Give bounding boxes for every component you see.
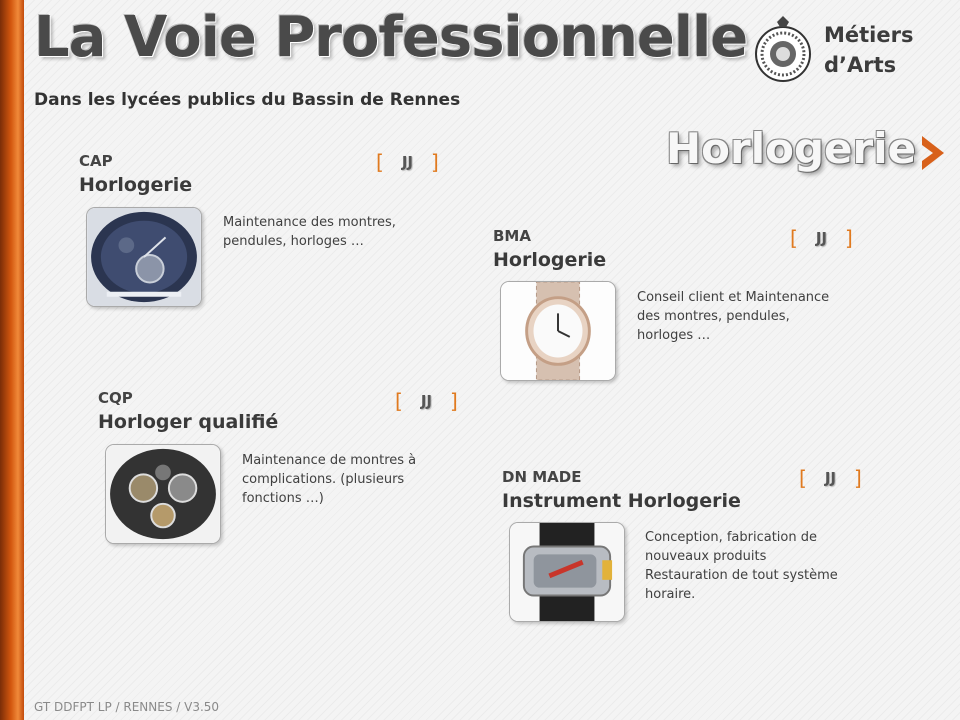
description-line: fonctions …) bbox=[242, 491, 324, 506]
diploma-marker bbox=[799, 466, 862, 490]
description-line: complications. (plusieurs bbox=[242, 472, 405, 487]
description-line: Conseil client et Maintenance bbox=[637, 290, 830, 305]
bracket-close-icon: ] bbox=[449, 389, 458, 413]
diploma-name: Horlogerie bbox=[493, 249, 607, 271]
diploma-cap bbox=[79, 152, 192, 196]
bracket-open-icon: [ bbox=[376, 150, 384, 174]
metiers-line-1: Métiers bbox=[824, 23, 914, 47]
section-title: Horlogerie bbox=[666, 124, 917, 173]
description-line: des montres, pendules, bbox=[637, 309, 790, 324]
description-line: pendules, horloges … bbox=[223, 234, 364, 249]
watch-photo-cap bbox=[86, 207, 202, 307]
page-title: La Voie Professionnelle bbox=[34, 5, 748, 70]
diploma-level: DN MADE bbox=[502, 468, 582, 486]
diploma-marker bbox=[395, 389, 458, 413]
description-line: nouveaux produits bbox=[645, 549, 767, 564]
diploma-description bbox=[242, 451, 416, 508]
diploma-bma bbox=[493, 227, 606, 271]
footer-text: GT DDFPT LP / RENNES / V3.50 bbox=[34, 700, 220, 714]
watch-photo-dn-made bbox=[509, 522, 625, 622]
diploma-description bbox=[223, 213, 396, 251]
description-line: Restauration de tout système bbox=[645, 568, 838, 583]
diploma-level: BMA bbox=[493, 227, 531, 245]
bracket-close-icon: ] bbox=[844, 226, 853, 250]
diploma-name: Horloger qualifié bbox=[98, 411, 279, 433]
bracket-open-icon: [ bbox=[395, 389, 403, 413]
diploma-description bbox=[645, 528, 838, 604]
bracket-open-icon: [ bbox=[790, 226, 798, 250]
marker-text: JJ bbox=[420, 392, 432, 410]
diploma-name: Horlogerie bbox=[79, 174, 193, 196]
left-accent-bar bbox=[0, 0, 24, 720]
diploma-marker bbox=[376, 150, 439, 174]
description-line: horloges … bbox=[637, 328, 711, 343]
bracket-open-icon: [ bbox=[799, 466, 807, 490]
metiers-label bbox=[824, 20, 913, 80]
description-line: Maintenance des montres, bbox=[223, 215, 396, 230]
diploma-name: Instrument Horlogerie bbox=[502, 490, 741, 512]
diploma-level: CAP bbox=[79, 152, 113, 170]
emblem-logo bbox=[752, 14, 814, 88]
description-line: Maintenance de montres à bbox=[242, 453, 417, 468]
diploma-dn-made bbox=[502, 468, 741, 512]
diploma-description bbox=[637, 288, 829, 345]
watch-photo-bma bbox=[500, 281, 616, 381]
diploma-level: CQP bbox=[98, 389, 133, 407]
description-line: horaire. bbox=[645, 587, 696, 602]
bracket-close-icon: ] bbox=[853, 466, 862, 490]
watch-photo-cqp bbox=[105, 444, 221, 544]
metiers-line-2: d’Arts bbox=[824, 53, 897, 77]
diploma-marker bbox=[790, 226, 853, 250]
page-subtitle: Dans les lycées publics du Bassin de Rennes bbox=[34, 90, 461, 110]
chevron-right-icon[interactable] bbox=[918, 134, 948, 172]
marker-text: JJ bbox=[824, 469, 836, 487]
marker-text: JJ bbox=[815, 229, 827, 247]
marker-text: JJ bbox=[401, 153, 413, 171]
diploma-cqp bbox=[98, 389, 278, 433]
bracket-close-icon: ] bbox=[430, 150, 439, 174]
description-line: Conception, fabrication de bbox=[645, 530, 817, 545]
